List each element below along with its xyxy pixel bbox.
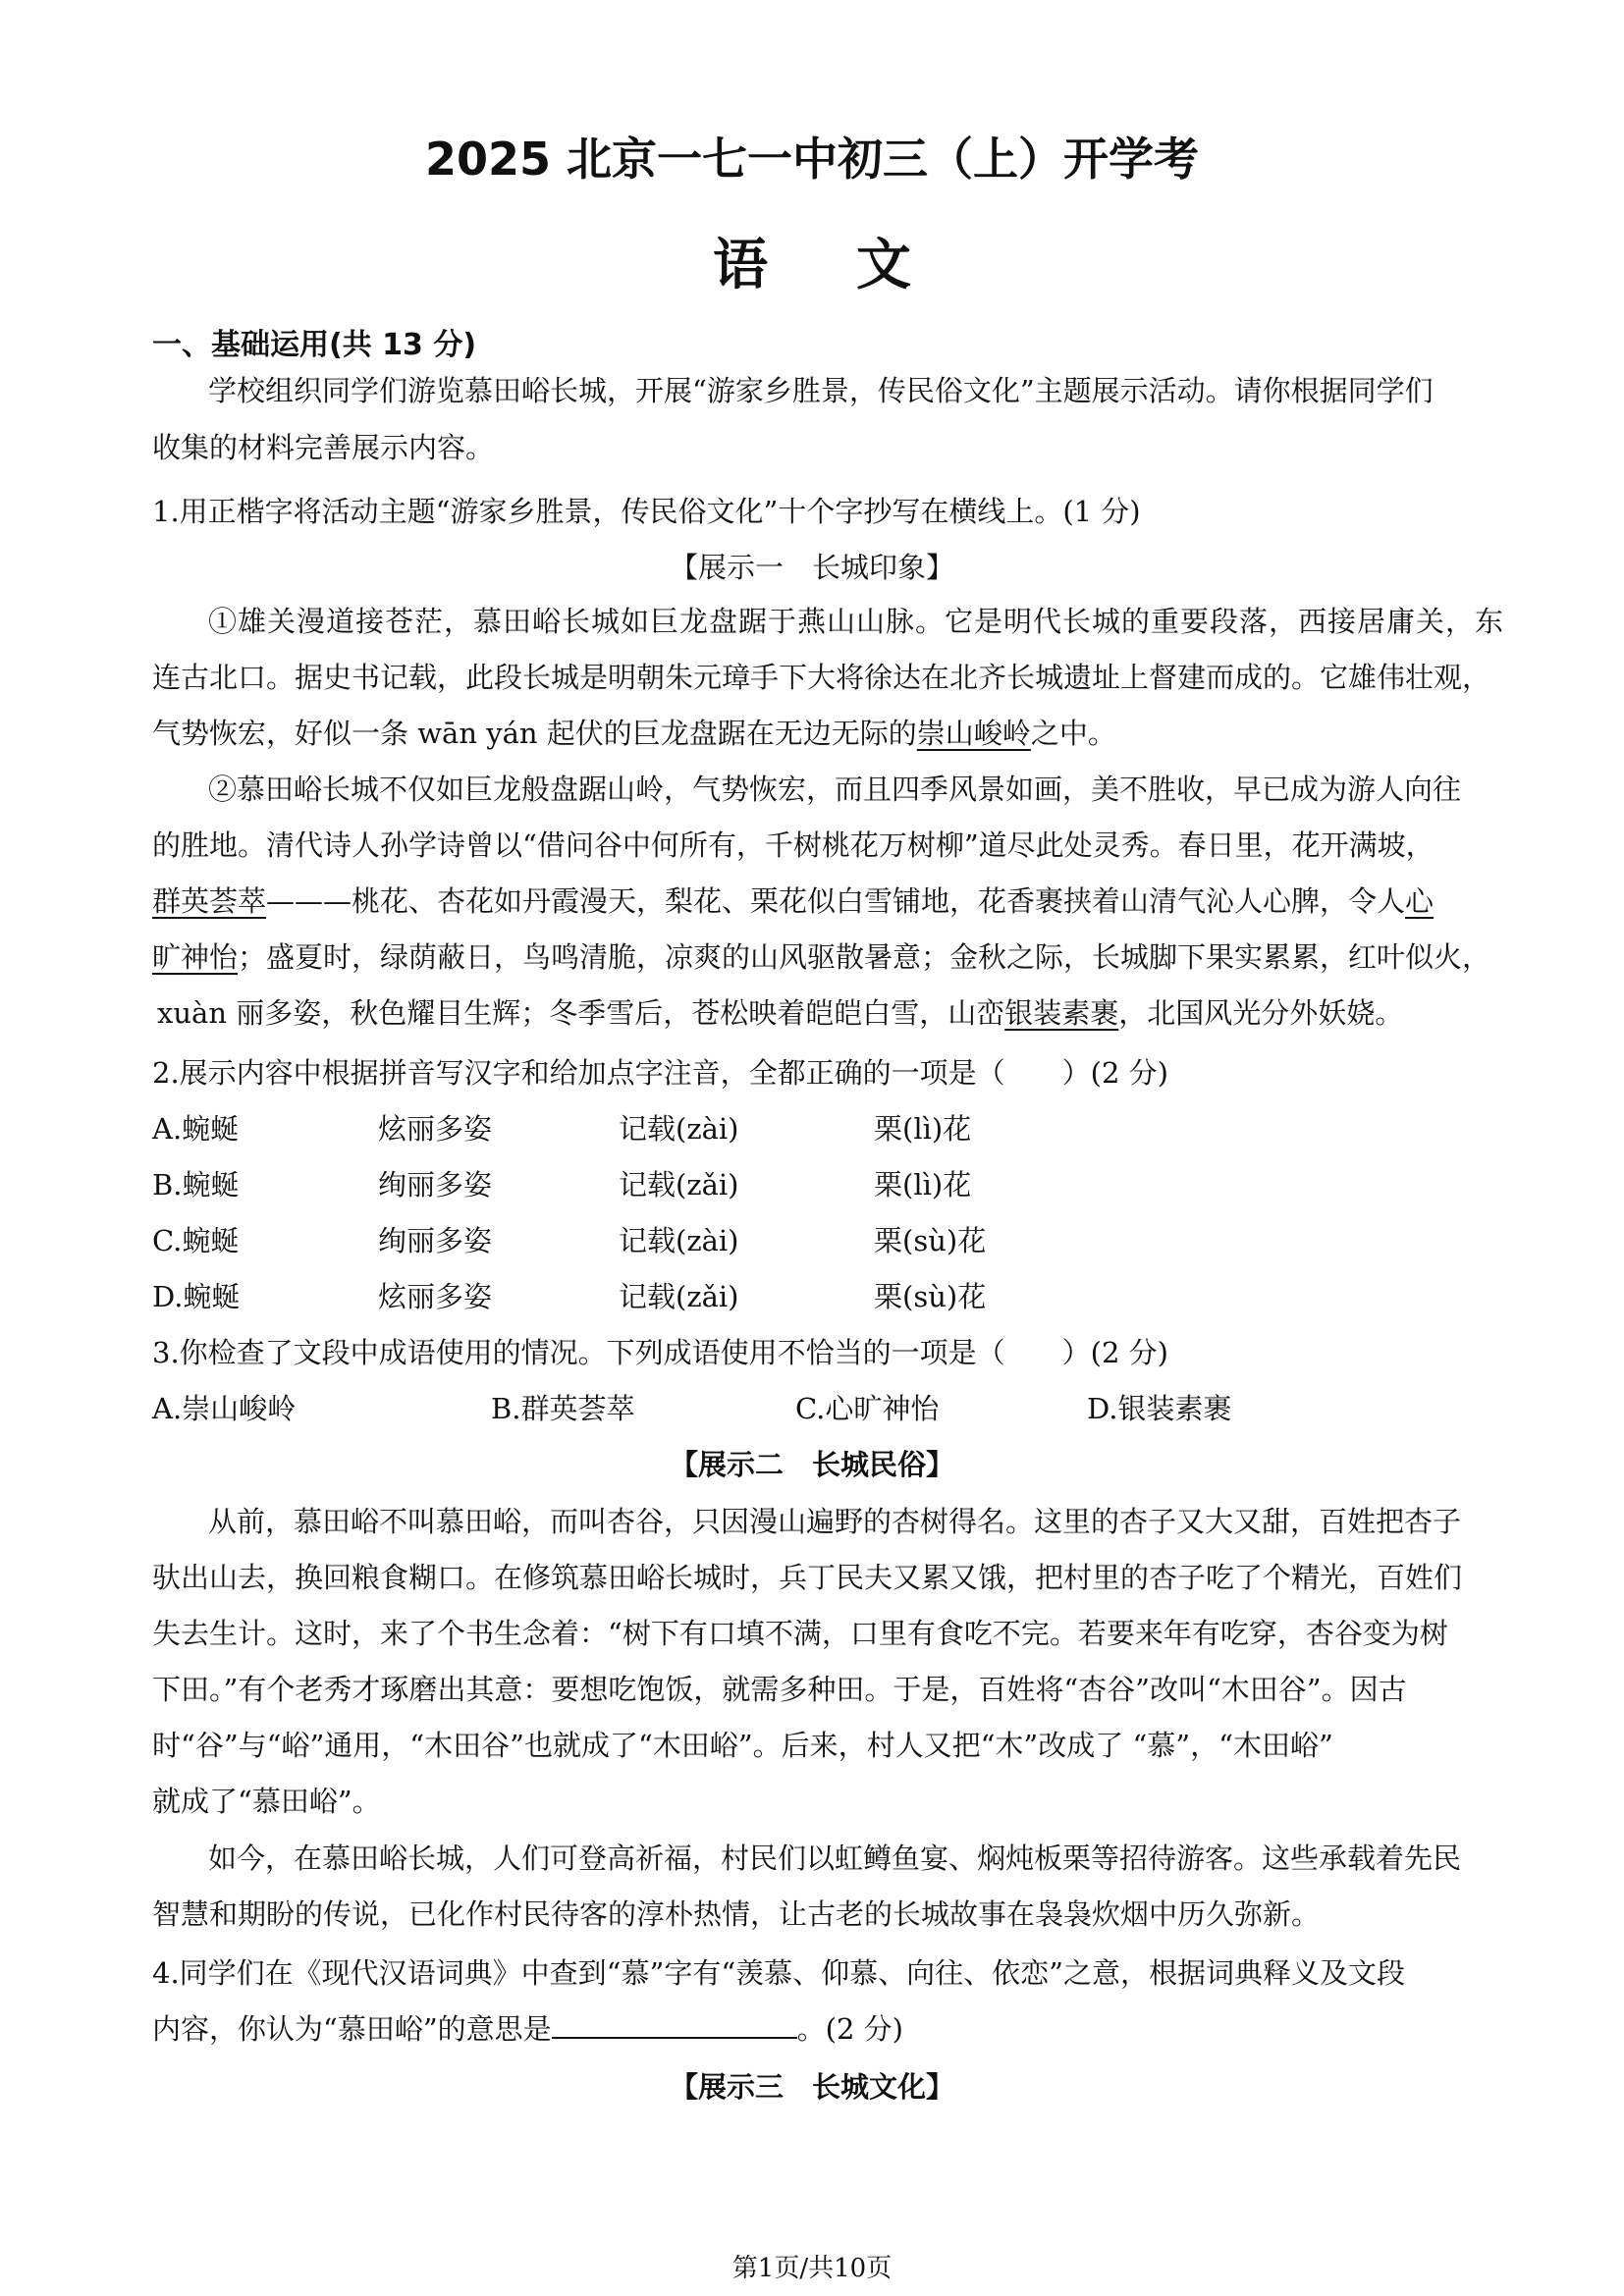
q4-prompt: 内容，你认为“慕田峪”的意思是 bbox=[152, 2012, 552, 2046]
para3-line-5: 时“谷”与“峪”通用，“木田谷”也就成了“木田峪”。后来，村人又把“木”改成了 “慕”，“木田峪” bbox=[152, 1729, 1333, 1762]
para2-line-4-text: ；盛夏时，绿荫蔽日，鸟鸣清脆，凉爽的山风驱散暑意；金秋之际，长城脚下果实累累，红叶似火， bbox=[238, 940, 1491, 974]
para2-line-3-text: ———桃花、杏花如丹霞漫天，梨花、栗花似白雪铺地，花香裹挟着山清气沁人心脾，令人 bbox=[266, 884, 1406, 918]
q2-b-reading2: 栗(lì)花 bbox=[874, 1168, 972, 1201]
q2-c-word: C.蜿蜒 bbox=[152, 1224, 240, 1257]
q2-c-reading1: 记载(zài) bbox=[619, 1224, 739, 1257]
question-1: 1.用正楷字将活动主题“游家乡胜景，传民俗文化”十个字抄写在横线上。(1 分) bbox=[152, 495, 1141, 528]
q2-c-reading2: 栗(sù)花 bbox=[874, 1224, 987, 1257]
para3-line-3: 失去生计。这时，来了个书生念着：“树下有口填不满，口里有食吃不完。若要来年有吃穿，杏谷变为树 bbox=[152, 1617, 1448, 1650]
q2-b-idiom: 绚丽多姿 bbox=[378, 1168, 493, 1201]
q2-d-idiom: 炫丽多姿 bbox=[378, 1280, 493, 1313]
subject-title: 语文 bbox=[713, 234, 1000, 297]
q3-options bbox=[152, 1381, 1488, 1436]
para2-line-4 bbox=[152, 930, 1490, 985]
q2-d-reading1: 记载(zǎi) bbox=[619, 1280, 739, 1313]
para2-line-1: ②慕田峪长城不仅如巨龙般盘踞山岭，气势恢宏，而且四季风景如画，美不胜收，早已成为游人向往 bbox=[208, 773, 1462, 806]
para3-line-4: 下田。”有个老秀才琢磨出其意：要想吃饱饭，就需多种田。于是，百姓将“杏谷”改叫“木田谷”。因古 bbox=[152, 1673, 1407, 1706]
para1-line-3-end: 之中。 bbox=[1030, 717, 1116, 750]
para1-line-1: ①雄关漫道接苍茫，慕田峪长城如巨龙盘踞于燕山山脉。它是明代长城的重要段落，西接居庸关，东 bbox=[208, 605, 1505, 638]
q2-c-idiom: 绚丽多姿 bbox=[378, 1224, 493, 1257]
para3-line-2: 驮出山去，换回粮食糊口。在修筑慕田峪长城时，兵丁民夫又累又饿，把村里的杏子吃了个精光，百姓们 bbox=[152, 1561, 1463, 1594]
para2-line-5-text: xuàn 丽多姿，秋色耀目生辉；冬季雪后，苍松映着皑皑白雪，山峦 bbox=[157, 996, 1005, 1030]
q2-d-reading2: 栗(sù)花 bbox=[874, 1280, 987, 1313]
answer-blank[interactable] bbox=[552, 2007, 797, 2039]
q4-score: 。(2 分) bbox=[796, 2012, 903, 2046]
idiom-qunyinghuicui: 群英荟萃 bbox=[152, 884, 267, 918]
q2-a-word: A.蜿蜒 bbox=[152, 1112, 240, 1146]
intro-line-1: 学校组织同学们游览慕田峪长城，开展“游家乡胜景，传民俗文化”主题展示活动。请你根据同学们 bbox=[208, 374, 1434, 407]
q2-a-idiom: 炫丽多姿 bbox=[378, 1112, 493, 1146]
idiom-xinkuang-start: 心 bbox=[1405, 884, 1435, 918]
para3-line-1: 从前，慕田峪不叫慕田峪，而叫杏谷，只因漫山遍野的杏树得名。这里的杏子又大又甜，百姓把杏子 bbox=[208, 1505, 1462, 1538]
intro-line-2: 收集的材料完善展示内容。 bbox=[152, 431, 495, 464]
para1-line-2: 连古北口。据史书记载，此段长城是明朝朱元璋手下大将徐达在北齐长城遗址上督建而成的。它雄伟壮观， bbox=[152, 661, 1491, 694]
para2-line-2: 的胜地。清代诗人孙学诗曾以“借问谷中何所有，千树桃花万树柳”道尽此处灵秀。春日里，花开满坡， bbox=[152, 828, 1435, 862]
q3-option-a: A.崇山峻岭 bbox=[152, 1392, 297, 1425]
show3-title: 【展示三 长城文化】 bbox=[669, 2070, 954, 2104]
idiom-chongshanjunling: 崇山峻岭 bbox=[916, 717, 1031, 750]
question-4-line-1: 4.同学们在《现代汉语词典》中查到“慕”字有“羡慕、仰慕、向往、依恋”之意，根据词典释义及文段 bbox=[152, 1956, 1405, 1990]
para4-line-1: 如今，在慕田峪长城，人们可登高祈福，村民们以虹鳟鱼宴、焖炖板栗等招待游客。这些承载着先民 bbox=[208, 1842, 1462, 1875]
q3-option-c: C.心旷神怡 bbox=[795, 1392, 940, 1425]
q2-d-word: D.蜿蜒 bbox=[152, 1280, 241, 1313]
show2-title: 【展示二 长城民俗】 bbox=[669, 1448, 954, 1481]
para2-line-5 bbox=[157, 986, 1403, 1041]
question-4-line-2 bbox=[152, 2002, 903, 2056]
para1-line-3 bbox=[152, 706, 1116, 761]
q3-option-b: B.群英荟萃 bbox=[491, 1392, 635, 1425]
para3-line-6: 就成了“慕田峪”。 bbox=[152, 1785, 381, 1818]
para2-line-3 bbox=[152, 874, 1434, 929]
para1-line-3-text: 气势恢宏，好似一条 wān yán 起伏的巨龙盘踞在无边无际的 bbox=[152, 717, 917, 750]
section-heading: 一、基础运用(共 13 分) bbox=[152, 328, 477, 362]
q3-option-d: D.银装素裹 bbox=[1087, 1392, 1232, 1425]
para2-line-5-end: ，北国风光分外妖娆。 bbox=[1118, 996, 1404, 1030]
idiom-yinzhuangsuguo: 银装素裹 bbox=[1004, 996, 1119, 1030]
q2-a-reading1: 记载(zài) bbox=[619, 1112, 739, 1146]
page-number: 第1页/共10页 bbox=[731, 2254, 893, 2283]
idiom-xinkuangshenyi: 旷神怡 bbox=[152, 940, 239, 974]
question-2: 2.展示内容中根据拼音写汉字和给加点字注音，全都正确的一项是（ ）(2 分) bbox=[152, 1056, 1168, 1090]
page-title: 2025 北京一七一中初三（上）开学考 bbox=[424, 133, 1200, 186]
q2-b-reading1: 记载(zǎi) bbox=[619, 1168, 739, 1201]
show1-title: 【展示一 长城印象】 bbox=[669, 551, 954, 584]
q2-b-word: B.蜿蜒 bbox=[152, 1168, 240, 1201]
question-3: 3.你检查了文段中成语使用的情况。下列成语使用不恰当的一项是（ ）(2 分) bbox=[152, 1336, 1168, 1369]
q2-a-reading2: 栗(lì)花 bbox=[874, 1112, 972, 1146]
para4-line-2: 智慧和期盼的传说，已化作村民待客的淳朴热情，让古老的长城故事在袅袅炊烟中历久弥新。 bbox=[152, 1897, 1321, 1931]
